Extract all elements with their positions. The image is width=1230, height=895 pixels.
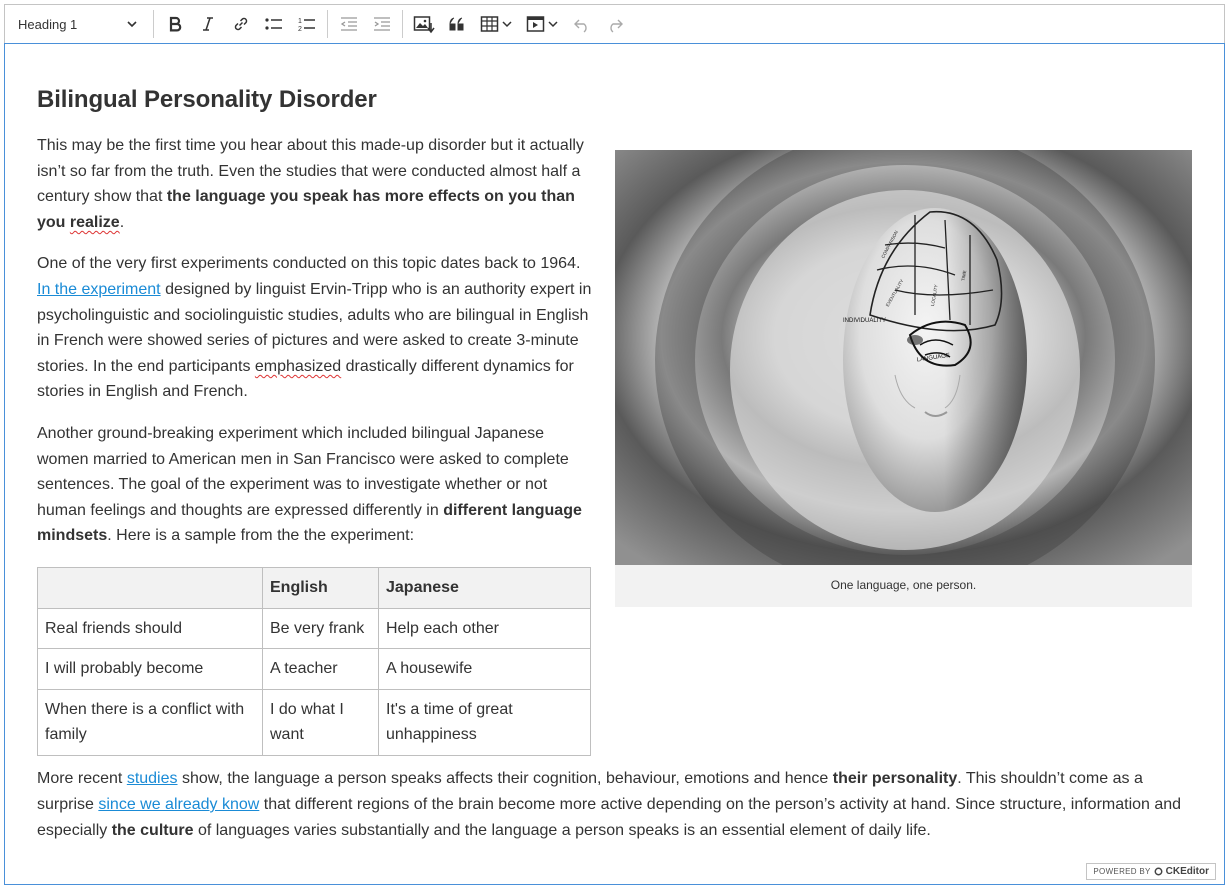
redo-icon [606,15,624,33]
table-header-row [38,568,591,609]
paragraph-japanese [37,421,593,549]
image-figure[interactable] [615,150,1192,607]
numbered-list-button[interactable] [290,5,323,43]
svg-text:1: 1 [297,18,302,25]
insert-image-button[interactable] [407,5,440,43]
head-label-individuality: INDIVIDUALITY [843,318,887,324]
powered-by-badge[interactable] [1086,863,1216,880]
table-cell[interactable]: It's a time of great unhappiness [379,689,591,755]
paragraph-text: One of the very first experiments conducted on this topic dates back to 1964. [37,255,581,273]
block-quote-button[interactable] [440,5,473,43]
paragraph-text: . This shouldn’t come as a surprise [37,770,1143,813]
sample-table[interactable] [37,567,591,756]
phrenology-head-image[interactable] [615,150,1192,565]
italic-button[interactable] [191,5,224,43]
paragraph-text: . Here is a sample from the the experiment: [107,527,415,545]
table-row [38,649,591,690]
numbered-list-icon [297,15,317,33]
heading-dropdown[interactable] [5,5,149,43]
table-cell[interactable]: I do what I want [263,689,379,755]
ckeditor-logo-icon [1154,867,1163,876]
editor-content-area[interactable] [4,43,1225,885]
paragraph-text: designed by linguist Ervin-Tripp who is an authority expert in psycholinguistic and sociolinguistic studies, adults who are bilingual in English in French were showed series of pictures and were asked to create 3-minute stories. In the end participants [37,280,592,375]
undo-icon [573,15,591,33]
table-row [38,689,591,755]
bulleted-list-button[interactable] [257,5,290,43]
block-quote-icon [448,15,466,33]
bold-button[interactable] [158,5,191,43]
link-button[interactable] [224,5,257,43]
table-cell[interactable]: Be very frank [263,608,379,649]
paragraph-text: . [119,213,125,231]
paragraph-text: This may be the first time you hear about this made-up disorder but it actually isn’t so far from the truth. Even the studies that were conducted almost half a century show that [37,137,584,206]
media-icon [526,15,545,33]
table-cell[interactable]: Help each other [379,608,591,649]
head-label-time: TIME [960,270,968,282]
table-cell[interactable]: A teacher [263,649,379,690]
editor-toolbar [4,4,1225,44]
head-label-comparison: COMPARISON [880,229,900,259]
bold-text: the culture [111,822,194,839]
bold-text-part: the language you speak has more effects on you than you [37,188,575,231]
chevron-down-icon [548,19,558,29]
table-cell[interactable]: A housewife [379,649,591,690]
bold-text: different language mindsets [37,501,582,545]
page-title: Bilingual Personality Disorder [37,86,377,113]
table-cell[interactable]: Real friends should [38,608,263,649]
powered-by-label: POWERED BY [1093,867,1151,876]
table-cell[interactable]: I will probably become [38,649,263,690]
paragraph-text: show, the language a person speaks affects their cognition, behaviour, emotions and hence [177,770,833,787]
italic-icon [199,15,217,33]
ckeditor-brand: CKEditor [1165,866,1209,877]
paragraph-text: that different regions of the brain become more active depending on the person’s activity at hand. Since structure, information and especially [37,796,1182,839]
experiment-link[interactable]: In the experiment [37,280,161,298]
indent-button[interactable] [365,5,398,43]
figure-caption[interactable]: One language, one person. [830,578,977,592]
table-header-cell[interactable]: Japanese [379,568,591,609]
paragraph-text: More recent [37,770,127,787]
link-icon [232,15,250,33]
table-header-cell[interactable]: English [263,568,379,609]
chevron-down-icon [127,19,137,29]
heading-dropdown-label: Heading 1 [18,16,78,32]
paragraph-experiment [37,251,593,405]
table-icon [480,15,499,33]
spellcheck-word[interactable]: realize [69,213,120,231]
head-label-eventuality: EVENTUALITY [884,278,905,308]
toolbar-separator [327,10,328,38]
insert-table-button[interactable] [473,5,519,43]
redo-button[interactable] [598,5,631,43]
svg-text:2: 2 [297,26,302,33]
insert-image-icon [413,14,435,34]
head-label-language: LANGUAGE [916,352,951,364]
spellcheck-word[interactable]: emphasized [254,357,342,375]
paragraph-intro [37,133,593,235]
paragraph-text: Another ground-breaking experiment which included bilingual Japanese women married to American men in San Francisco were asked to complete sentences. The goal of the experiment was to investigate whether or not human feelings and thoughts are expressed differently in [37,424,569,519]
table-cell[interactable]: When there is a conflict with family [38,689,263,755]
outdent-icon [339,15,359,33]
paragraph-text: drastically different dynamics for stories in English and French. [37,357,574,401]
already-know-link[interactable]: since we already know [98,796,260,813]
studies-link[interactable]: studies [126,770,178,787]
bold-text: their personality [832,770,958,787]
head-label-locality: LOCALITY [929,284,939,307]
chevron-down-icon [502,19,512,29]
left-column [37,133,593,565]
insert-media-button[interactable] [519,5,565,43]
toolbar-separator [153,10,154,38]
table-row [38,608,591,649]
outdent-button[interactable] [332,5,365,43]
toolbar-separator [402,10,403,38]
indent-icon [372,15,392,33]
paragraph-conclusion [37,766,1195,844]
bulleted-list-icon [264,15,284,33]
paragraph-text: of languages varies substantially and the language a person speaks is an essential element of daily life. [193,822,931,839]
table-header-cell[interactable] [38,568,263,609]
undo-button[interactable] [565,5,598,43]
bold-icon [166,15,184,33]
